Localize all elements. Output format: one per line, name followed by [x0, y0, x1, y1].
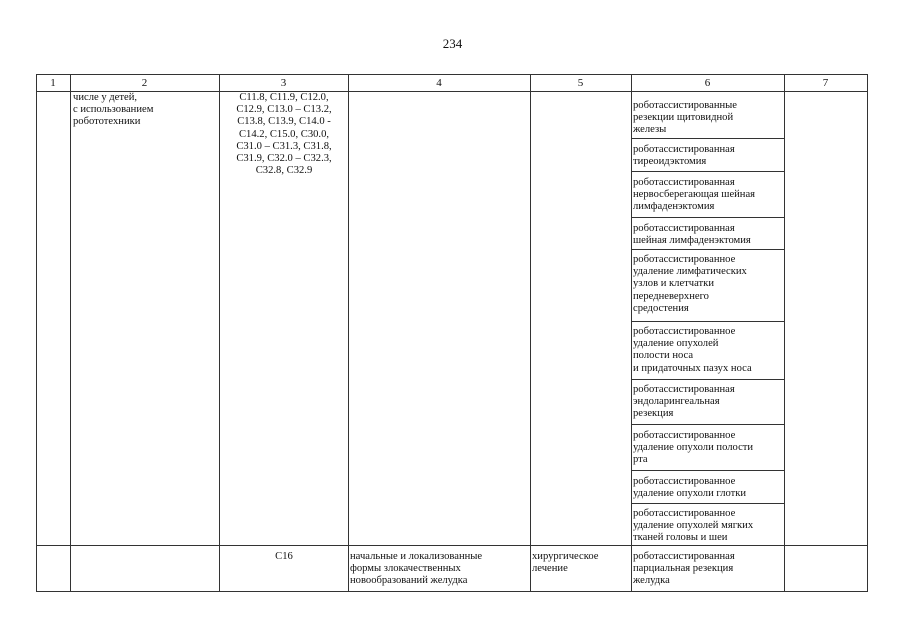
icd-codes: C11.8, C11.9, C12.0, C12.9, C13.0 – C13.2, C13.8, C13.9, C14.0 - C14.2, C15.0, C30.0, C31.0 – C31.3, C31.8, C31.9, C32.0 – C32.3, C32.8, C32.9 — [236, 92, 332, 177]
row-divider — [36, 545, 868, 546]
method-description: числе у детей, с использованием робототехники — [73, 92, 154, 128]
table-bottom-border — [36, 591, 868, 592]
item-divider — [631, 503, 784, 504]
procedure-item: роботассистированная тиреоидэктомия — [633, 144, 735, 168]
col-border — [867, 74, 868, 592]
header-col-5: 5 — [577, 77, 584, 89]
procedure-item: роботассистированная нервосберегающая шейная лимфаденэктомия — [633, 177, 756, 213]
header-col-3: 3 — [280, 77, 287, 89]
item-divider — [631, 470, 784, 471]
col-border — [348, 74, 349, 592]
header-bottom-border — [36, 91, 868, 92]
procedure-item: роботассистированные резекции щитовидной железы — [633, 100, 737, 136]
col-border — [70, 74, 71, 592]
treatment-type: хирургическое лечение — [532, 551, 599, 575]
item-divider — [631, 217, 784, 218]
item-divider — [631, 171, 784, 172]
item-divider — [631, 379, 784, 380]
procedure-item: роботассистированная парциальная резекция желудка — [633, 551, 735, 587]
header-col-1: 1 — [50, 77, 56, 89]
header-col-2: 2 — [141, 77, 148, 89]
procedure-item: роботассистированное удаление опухоли полости рта — [633, 430, 754, 466]
col-border — [631, 74, 632, 592]
procedure-item: роботассистированное удаление опухоли глотки — [633, 476, 747, 500]
procedure-item: роботассистированная эндоларингеальная резекция — [633, 384, 735, 420]
page-number: 234 — [442, 36, 463, 51]
procedure-item: роботассистированное удаление опухолей полости носа и придаточных пазух носа — [633, 326, 752, 374]
col-border — [530, 74, 531, 592]
header-col-6: 6 — [704, 77, 711, 89]
item-divider — [631, 424, 784, 425]
icd-code: C16 — [275, 551, 293, 562]
procedure-item: роботассистированное удаление лимфатических узлов и клетчатки передневерхнего средостения — [633, 254, 747, 314]
table-top-border — [36, 74, 868, 75]
item-divider — [631, 321, 784, 322]
disease-model: начальные и локализованные формы злокачественных новообразований желудка — [350, 551, 483, 587]
header-col-4: 4 — [436, 77, 442, 89]
item-divider — [631, 138, 784, 139]
col-border — [784, 74, 785, 592]
col-border — [36, 74, 37, 592]
procedures-table — [36, 74, 868, 592]
header-col-7: 7 — [822, 77, 829, 89]
procedure-item: роботассистированное удаление опухолей мягких тканей головы и шеи — [633, 508, 754, 544]
procedure-item: роботассистированная шейная лимфаденэктомия — [633, 223, 751, 247]
item-divider — [631, 249, 784, 250]
